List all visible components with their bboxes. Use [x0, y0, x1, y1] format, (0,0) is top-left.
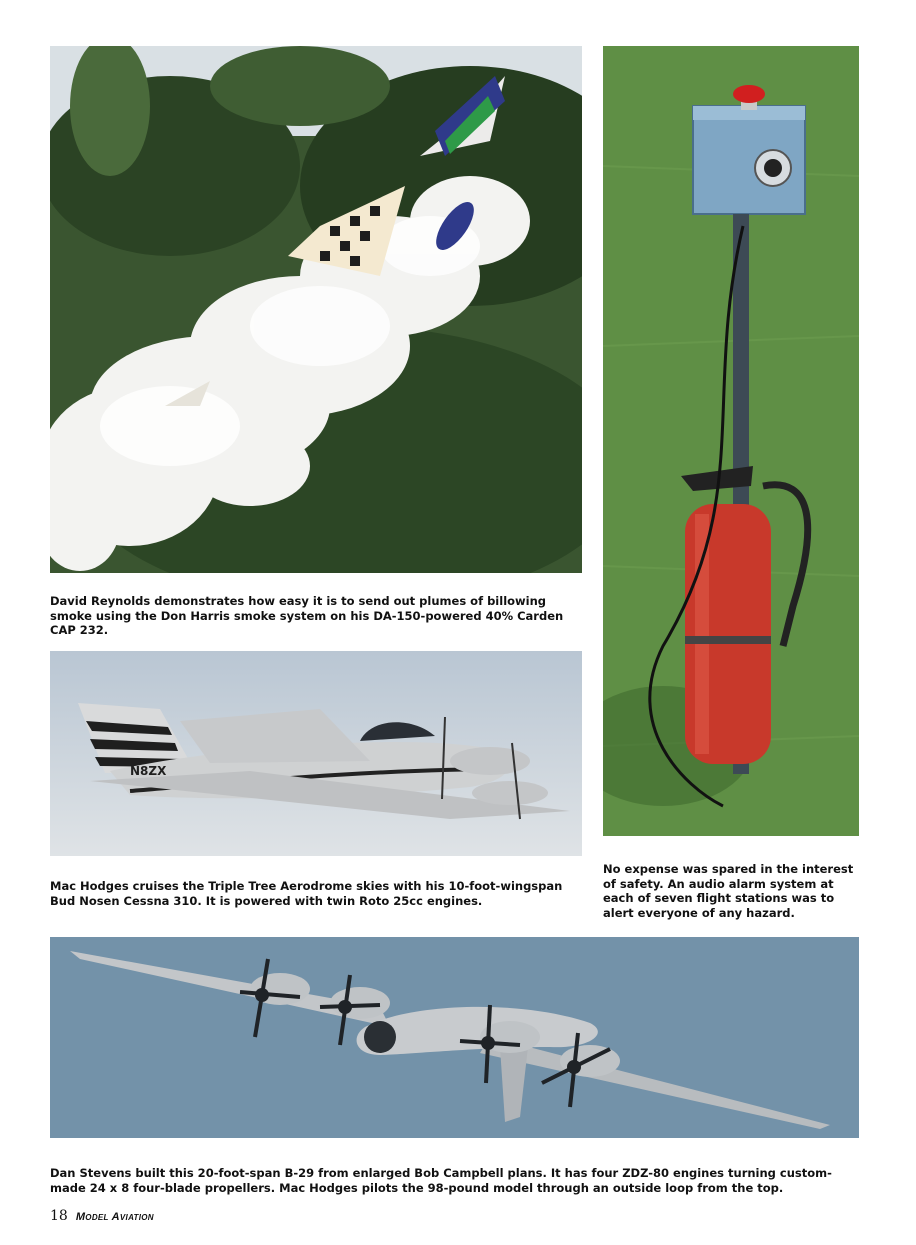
b29-photo-caption: Dan Stevens built this 20-foot-span B-29 from enlarged Bob Campbell plans. It has four ZDZ-80 engines turning custom-made 24 x 8 four-blade propellers. Mac Hodges pilots the 98-pound model through an outside loop from the top. [50, 1166, 832, 1195]
page-footer [50, 1208, 154, 1224]
smoke-plane-photo [50, 46, 582, 573]
page-number: 18 [50, 1208, 68, 1224]
cessna-photo [50, 651, 582, 856]
b29-photo [50, 937, 859, 1138]
alarm-station-photo [603, 46, 859, 836]
smoke-photo-caption: David Reynolds demonstrates how easy it is to send out plumes of billowing smoke using the Don Harris smoke system on his DA-150-powered 40% Carden CAP 232. [50, 594, 564, 637]
tail-number: N8ZX [130, 764, 167, 778]
magazine-title: Model Aviation [75, 1211, 154, 1223]
alarm-photo-caption: No expense was spared in the interest of safety. An audio alarm system at each of seven flight stations was to alert everyone of any hazard. [603, 862, 854, 920]
cessna-photo-caption: Mac Hodges cruises the Triple Tree Aerodrome skies with his 10-foot-wingspan Bud Nosen Cessna 310. It is powered with twin Roto 25cc engines. [50, 879, 563, 908]
